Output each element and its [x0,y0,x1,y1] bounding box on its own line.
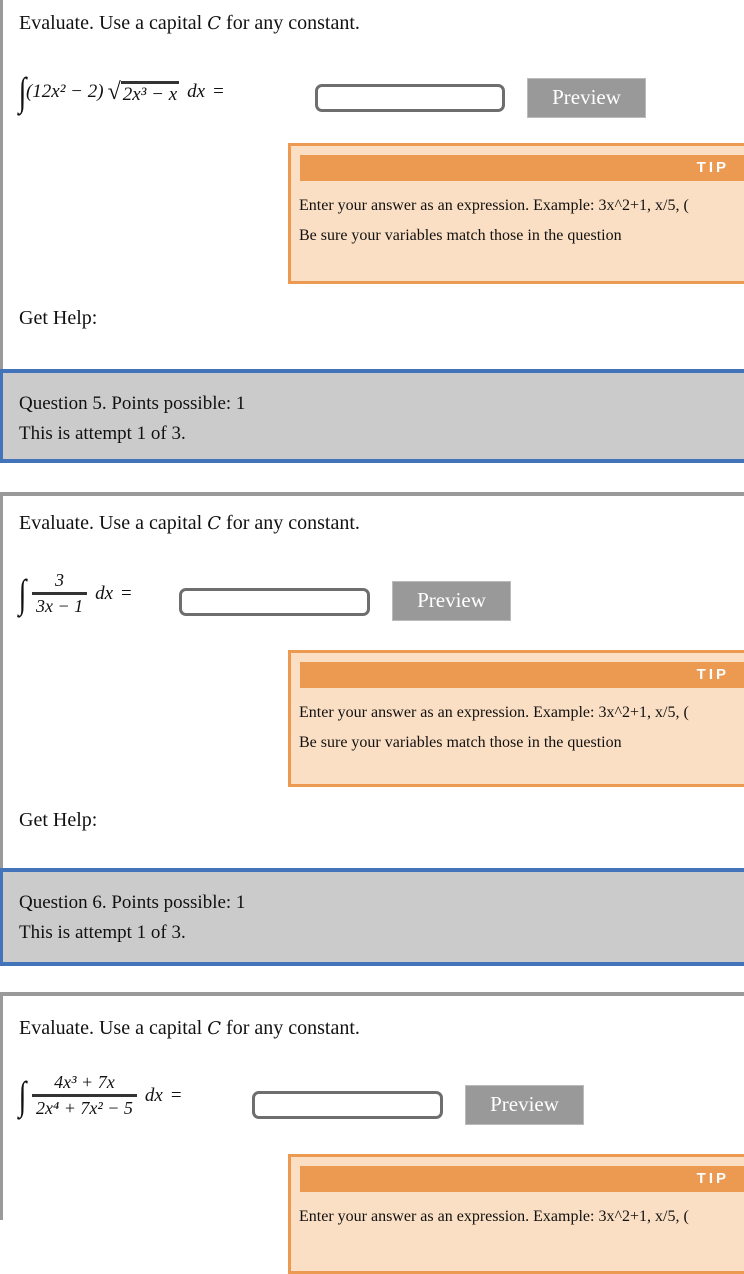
question-4-body [0,0,744,369]
numerator: 3 [55,570,65,590]
tip-text [299,191,744,251]
integral-expression [17,1072,182,1119]
preview-button[interactable]: Preview [465,1085,584,1125]
constant-var: C [207,13,222,34]
integral-expression [17,570,132,617]
prompt-text: for any constant. [221,1017,360,1039]
integral-sign-icon: ∫ [18,570,27,616]
answer-input[interactable] [179,588,370,616]
question-6-body [0,992,744,1225]
answer-input[interactable] [252,1091,443,1119]
answer-input[interactable] [315,84,505,112]
math-dx: dx [144,1084,163,1106]
prompt-text: Evaluate. Use a capital [19,12,208,34]
tip-text [299,698,744,758]
integral-expression [17,69,224,114]
radicand: 2x³ − x [121,81,179,106]
attempt-info: This is attempt 1 of 3. [19,423,186,444]
question-5-body [0,492,744,869]
integral-sign-icon: ∫ [18,69,27,114]
prompt-text: for any constant. [221,512,360,534]
tip-header: TIP [300,1166,744,1192]
tip-text [299,1202,744,1232]
prompt-text: Evaluate. Use a capital [19,1017,208,1039]
math-dx: dx [187,81,206,102]
constant-var: C [207,513,222,534]
question-6-header [0,868,744,966]
tip-line: Be sure your variables match those in the question [299,227,622,244]
get-help-label: Get Help: [19,307,98,329]
question-prompt [19,512,360,535]
tip-header: TIP [300,155,744,181]
tip-line: Be sure your variables match those in the question [299,734,622,751]
tip-line: Enter your answer as an expression. Example: 3x^2+1, x/5, ( [299,1208,689,1225]
prompt-text: for any constant. [221,12,360,34]
tip-header: TIP [300,662,744,688]
tip-line: Enter your answer as an expression. Example: 3x^2+1, x/5, ( [299,197,689,214]
question-prompt [19,1017,360,1040]
square-root [108,79,180,106]
math-equals: = [213,81,224,102]
question-prompt [19,12,360,35]
question-5-header [0,369,744,463]
denominator: 3x − 1 [32,592,87,617]
tip-box [288,650,744,787]
tip-box [288,143,744,284]
tip-line: Enter your answer as an expression. Example: 3x^2+1, x/5, ( [299,704,689,721]
preview-button[interactable]: Preview [527,78,646,118]
math-equals: = [170,1084,182,1106]
integral-sign-icon: ∫ [18,1072,27,1118]
prompt-text: Evaluate. Use a capital [19,512,208,534]
get-help-label: Get Help: [19,809,98,831]
points-possible: Question 5. Points possible: 1 [19,393,246,414]
preview-button[interactable]: Preview [392,581,511,621]
radical-sign-icon: √ [107,78,121,105]
fraction [32,1072,137,1119]
points-possible: Question 6. Points possible: 1 [19,892,246,913]
tip-box [288,1154,744,1274]
constant-var: C [207,1018,222,1039]
attempt-info: This is attempt 1 of 3. [19,922,186,943]
math-factor: (12x² − 2) [25,81,104,102]
math-equals: = [121,582,132,604]
denominator: 2x⁴ + 7x² − 5 [32,1094,137,1119]
fraction [32,570,87,617]
numerator: 4x³ + 7x [54,1072,115,1092]
math-dx: dx [95,582,114,604]
